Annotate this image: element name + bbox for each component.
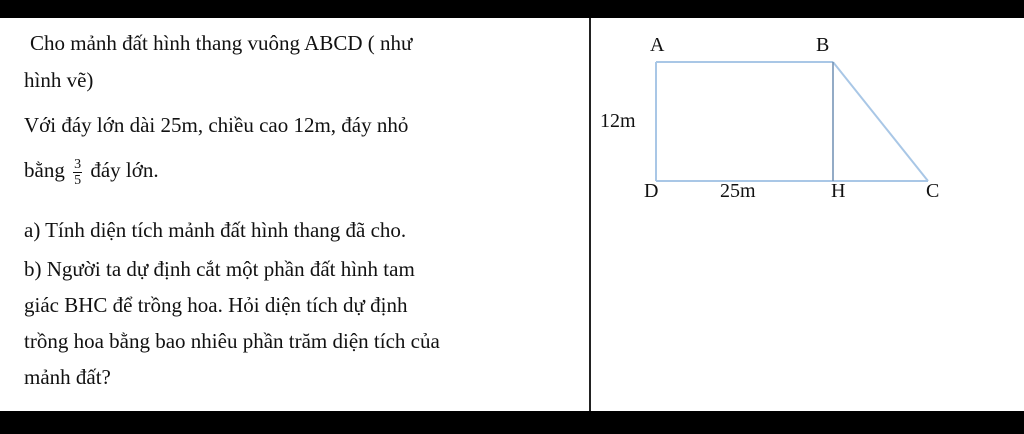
- fraction-denominator: 5: [74, 172, 82, 188]
- problem-line-2: hình vẽ): [24, 68, 94, 92]
- vertex-label-C: C: [926, 180, 940, 202]
- worksheet-page: [0, 18, 1024, 411]
- question-b-line-4: mảnh đất?: [24, 365, 111, 389]
- question-a: a) Tính diện tích mảnh đất hình thang đã cho.: [24, 218, 407, 242]
- fraction-three-fifths: [73, 157, 82, 188]
- problem-line-4-after: đáy lớn.: [90, 158, 159, 182]
- problem-line-4: [24, 153, 159, 188]
- question-b-line-2: giác BHC để trồng hoa. Hỏi diện tích dự định: [24, 293, 408, 317]
- vertex-label-H: H: [831, 180, 846, 202]
- vertex-label-B: B: [816, 34, 830, 56]
- vertex-label-A: A: [650, 34, 665, 56]
- base-label: 25m: [720, 180, 756, 202]
- height-label: 12m: [600, 110, 636, 132]
- vertex-label-D: D: [644, 180, 659, 202]
- edge-BC: [833, 62, 928, 181]
- problem-line-3: Với đáy lớn dài 25m, chiều cao 12m, đáy nhỏ: [24, 113, 409, 137]
- question-b-line-1: b) Người ta dự định cắt một phần đất hình tam: [24, 257, 415, 281]
- problem-line-4-before: bằng: [24, 158, 65, 182]
- problem-line-1: Cho mảnh đất hình thang vuông ABCD ( như: [30, 31, 413, 55]
- fraction-numerator: 3: [74, 156, 82, 172]
- trapezoid-diagram: [590, 18, 1024, 411]
- question-b-line-3: trồng hoa bằng bao nhiêu phần trăm diện tích của: [24, 329, 440, 353]
- trapezoid-figure: [590, 18, 1024, 411]
